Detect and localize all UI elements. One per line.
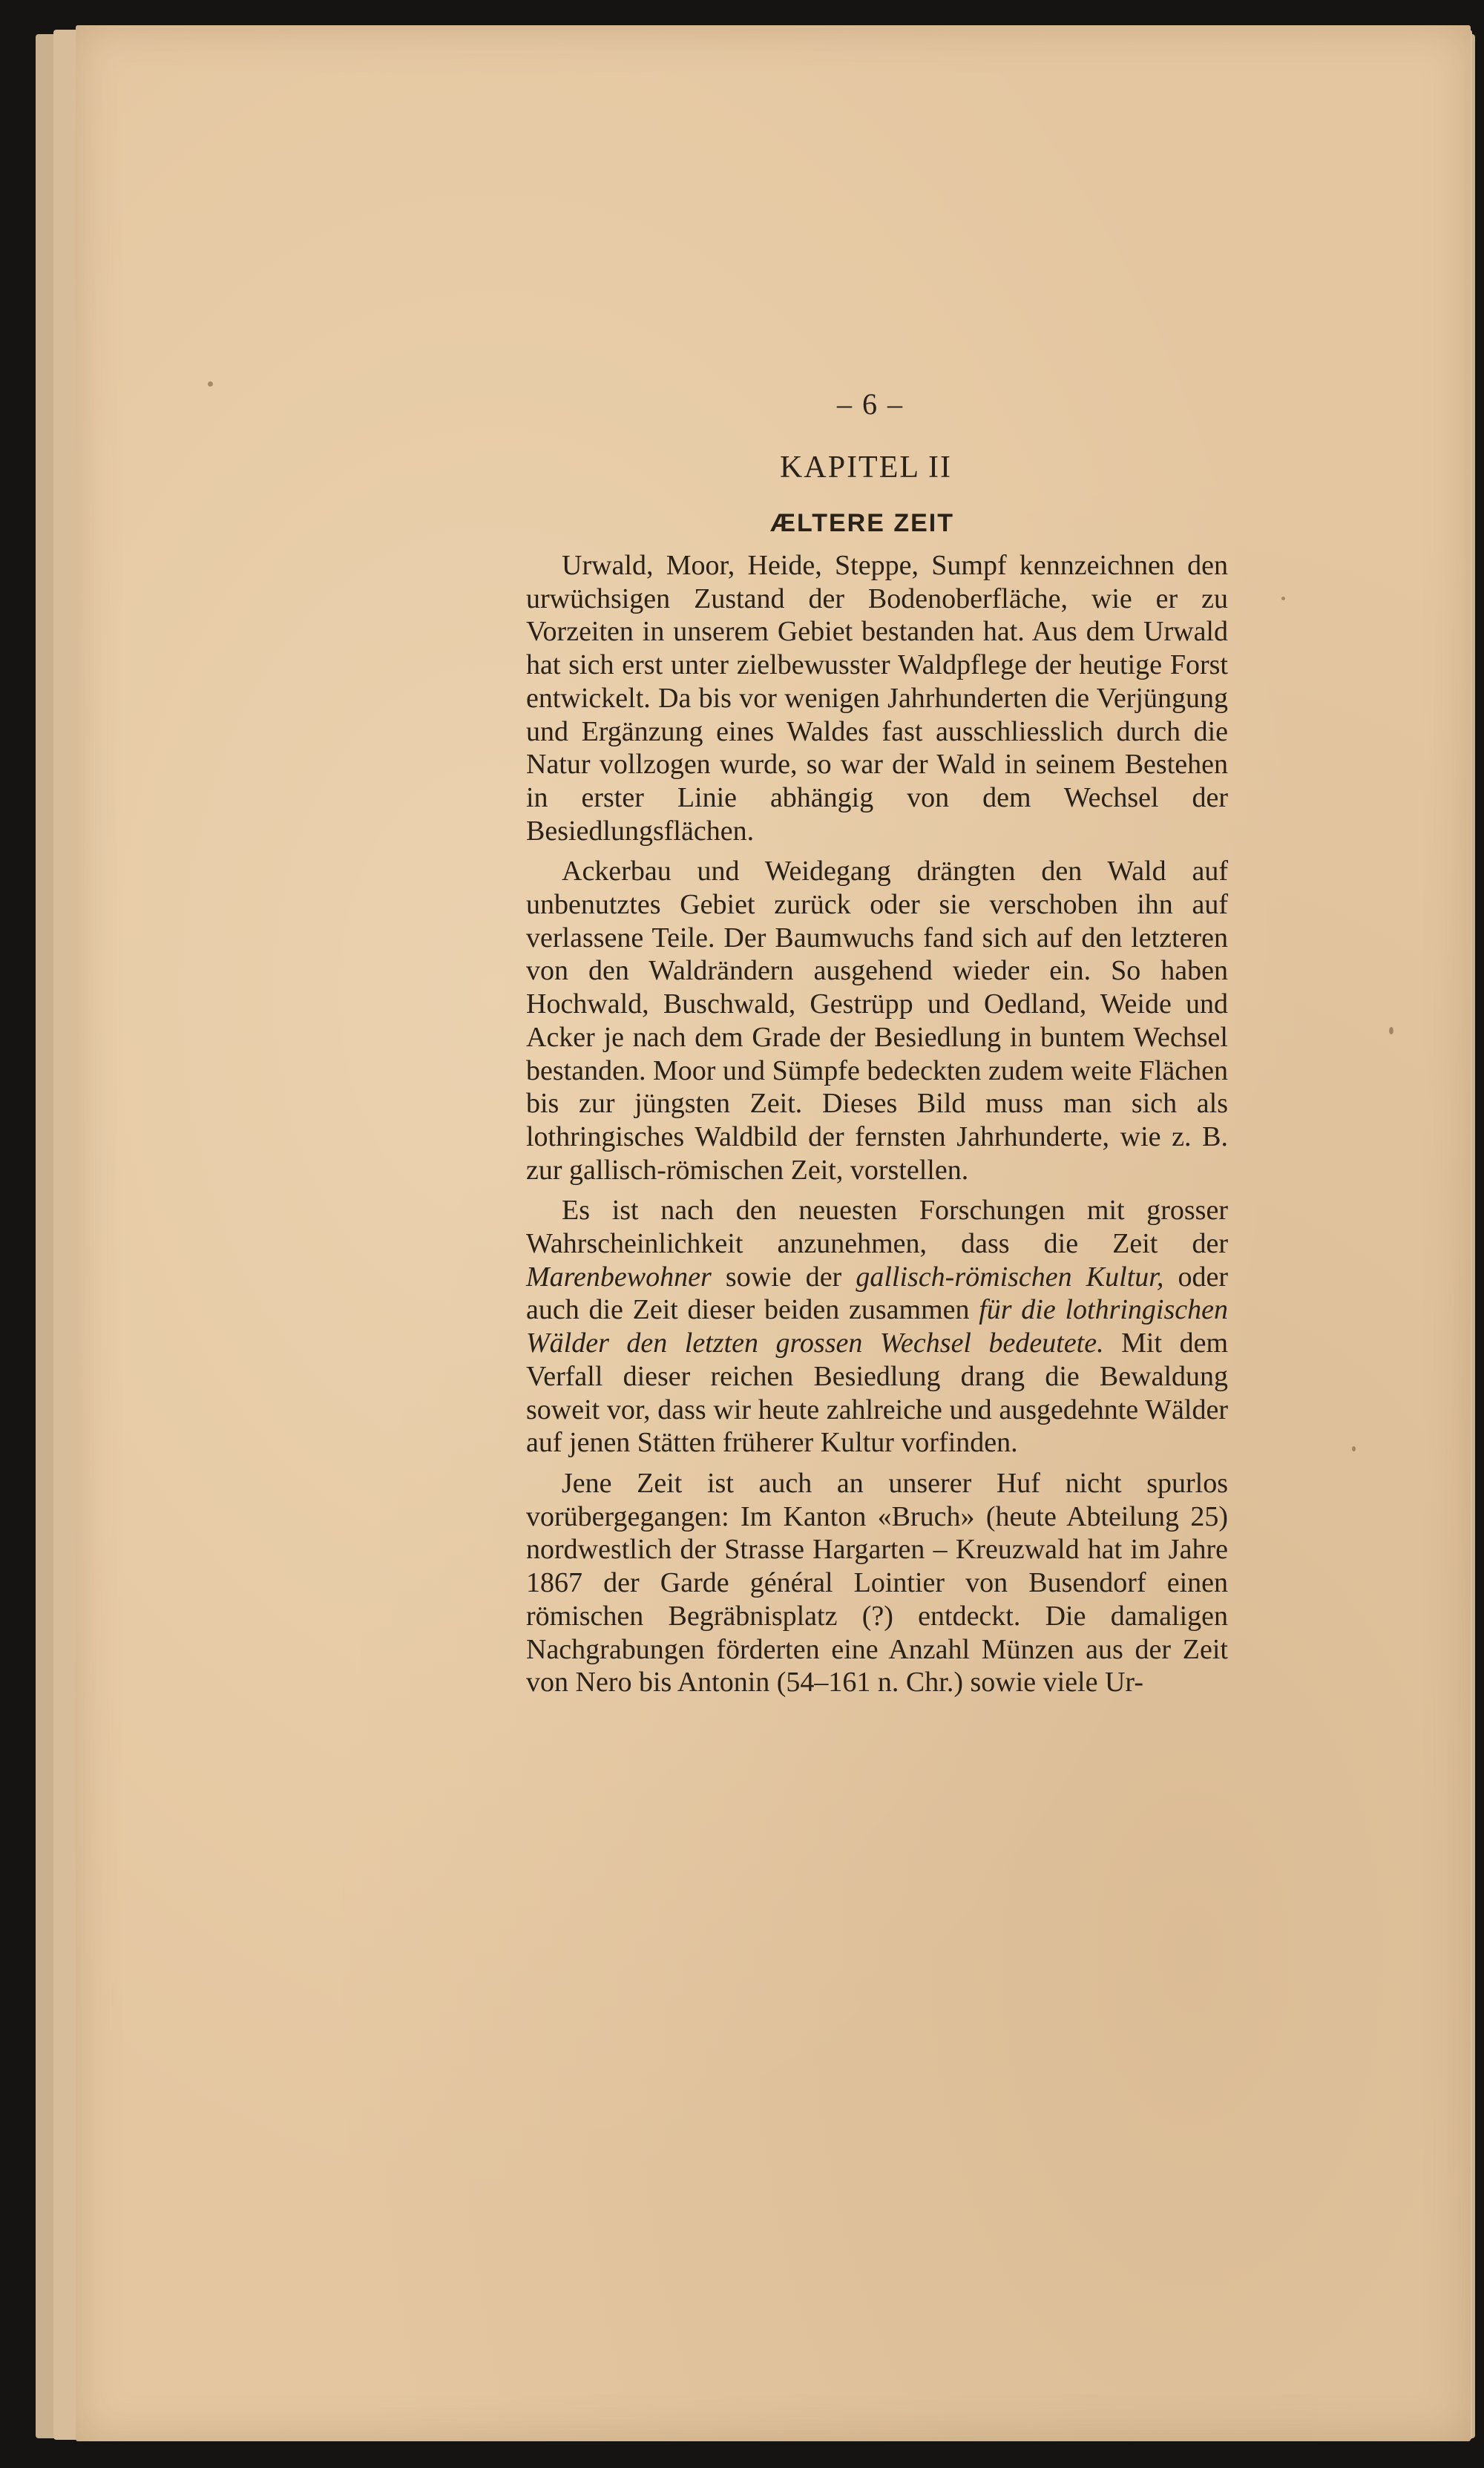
paragraph-3 [526, 1194, 1228, 1460]
paragraph-3-text: oder auch die Zeit dieser beiden zusammen [526, 1261, 1228, 1326]
paper-speck [208, 381, 213, 387]
paragraph-3-text: Es ist nach den neuesten Forschungen mit grosser Wahrscheinlichkeit anzunehmen, dass die Zeit der [526, 1195, 1228, 1260]
section-heading: ÆLTERE ZEIT [769, 509, 955, 537]
paragraph-2: Ackerbau und Weidegang drängten den Wald auf unbenutztes Gebiet zurück oder sie verschoben ihn auf verlassene Teile. Der Baumwuchs fand sich auf den letzteren von den Waldrändern ausgehend wieder ein. So haben Hochwald, Buschwald, Gestrüpp und Oedland, Weide und Acker je nach dem Grade der Besiedlung in buntem Wechsel bestanden. Moor und Sümpfe bedeckten zudem weite Flächen bis zur jüngsten Zeit. Dieses Bild muss man sich als lothringisches Waldbild der fernsten Jahrhunderte, wie z. B. zur gallisch-römischen Zeit, vorstellen. [526, 856, 1228, 1186]
paragraph-3-emphasis: Marenbewohner [526, 1261, 712, 1293]
page-paper [76, 25, 1471, 2441]
paragraph-3-emphasis: für die lothringischen Wälder den letzten grossen Wechsel bedeutete. [526, 1294, 1228, 1359]
paper-speck [1352, 1446, 1356, 1451]
paragraph-4: Jene Zeit ist auch an unserer Huf nicht spurlos vorübergegangen: Im Kanton «Bruch» (heute Abteilung 25) nordwestlich der Strasse Hargarten – Kreuzwald hat im Jahre 1867 der Garde général Lointier von Busendorf einen römischen Begräbnisplatz (?) entdeckt. Die damaligen Nachgrabungen förderten eine Anzahl Münzen aus der Zeit von Nero bis Antonin (54–161 n. Chr.) sowie viele Ur- [526, 1467, 1228, 1699]
page-text-block [526, 378, 1228, 1707]
paper-speck [1389, 1027, 1393, 1034]
paragraph-3-text: Mit dem Verfall dieser reichen Besiedlung drang die Bewaldung soweit vor, dass wir heute zahlreiche und ausgedehnte Wälder auf jenen Stätten früherer Kultur vorfinden. [526, 1327, 1229, 1459]
page-number: – 6 – [837, 387, 904, 421]
chapter-heading: KAPITEL II [780, 450, 952, 485]
paper-speck [1281, 597, 1285, 600]
paragraph-3-emphasis: gallisch-römischen Kultur, [856, 1261, 1164, 1293]
paragraph-1: Urwald, Moor, Heide, Steppe, Sumpf kennzeichnen den urwüchsigen Zustand der Bodenoberfläche, wie er zu Vorzeiten in unserem Gebiet bestanden hat. Aus dem Urwald hat sich erst unter zielbewusster Waldpflege der heutige Forst entwickelt. Da bis vor wenigen Jahrhunderten die Verjüngung und Ergänzung eines Waldes fast ausschliesslich durch die Natur vollzogen wurde, so war der Wald in seinem Bestehen in erster Linie abhängig von dem Wechsel der Besiedlungsflächen. [526, 550, 1228, 847]
paragraph-3-text: sowie der [711, 1261, 856, 1293]
